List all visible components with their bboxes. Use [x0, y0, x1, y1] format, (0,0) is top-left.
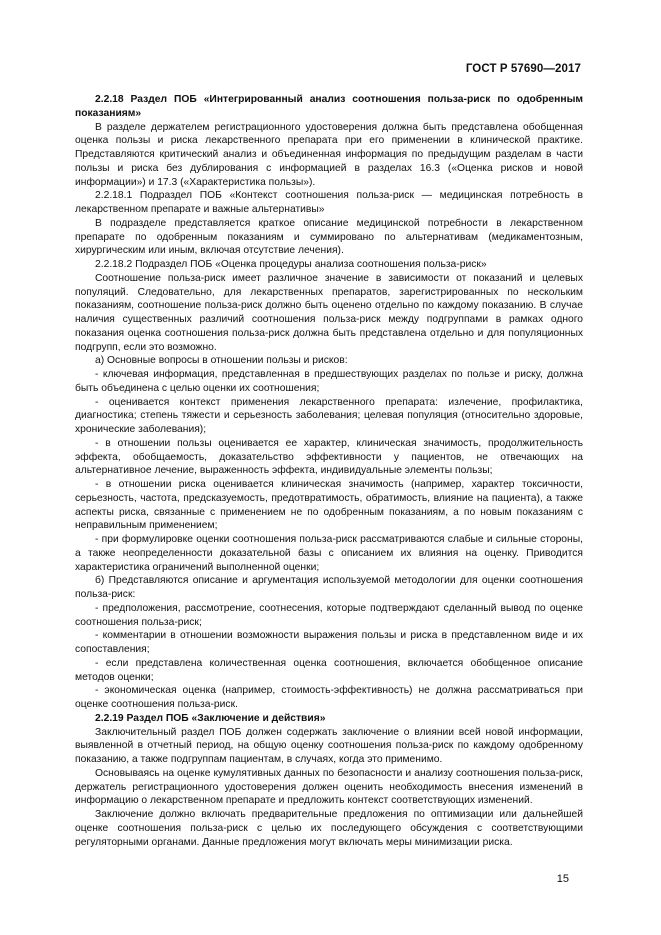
paragraph: В разделе держателем регистрационного удостоверения должна быть представлена обобщенная оценка пользы и риска лекарственного препарата при его применении в клинической практике. Представляются критический анализ и объединенная информация по предыдущим разделам в части пользы и риска без дублирования с информацией в разделах 16.3 («Оценка рисков и новой информации») и 17.3 («Характеристика пользы»). [75, 121, 583, 188]
subsection-title-2-2-18-2: 2.2.18.2 Подраздел ПОБ «Оценка процедуры анализа соотношения польза-риск» [95, 259, 487, 270]
list-item: - при формулировке оценки соотношения польза-риск рассматриваются слабые и сильные стороны, а также неопределенности доказательной базы с описанием их влияния на оценку. Приводится характеристика ограничений выполненной оценки; [75, 534, 583, 573]
list-item: - комментарии в отношении возможности выражения пользы и риска в представленном виде и их сопоставления; [75, 630, 583, 655]
page-number: 15 [556, 873, 569, 885]
list-item: - в отношении пользы оценивается ее характер, клиническая значимость, продолжительность эффекта, обобщаемость, доказательство эффективности у пациентов, не отвечающих на альтернативное лечение, выраженность эффекта, индивидуальные элементы пользы; [75, 437, 583, 477]
section-heading-2-2-18: 2.2.18 Раздел ПОБ «Интегрированный анализ соотношения польза-риск по одобренным показаниям» [75, 94, 583, 119]
section-heading-2-2-19: 2.2.19 Раздел ПОБ «Заключение и действия» [95, 712, 326, 724]
paragraph: Соотношение польза-риск имеет различное значение в зависимости от показаний и целевых популяций. Следовательно, для лекарственных препаратов, зарегистрированных по нескольким показаниям, соотношение польза-риск должно быть оценено отдельно по каждому показанию. В случае наличия существенных различий соотношения польза-риск между подгруппами в рамках одного показания оценка соотношения польза-риск должна быть представлена отдельно и для популяционных подгрупп, если это возможно. [75, 272, 583, 353]
subsection-title-2-2-18-1: 2.2.18.1 Подраздел ПОБ «Контекст соотношения польза-риск — медицинская потребность в лекарственном препарате и важные альтернативы» [75, 190, 583, 215]
list-item: - в отношении риска оценивается клиническая значимость (например, характер токсичности, серьезность, частота, предсказуемость, предотвратимость, обратимость, влияние на пациента), а также аспекты риска, связанные с применением не по одобренным показаниям, а по новым показаниям с неправильным применением; [75, 479, 583, 532]
list-item: - если представлена количественная оценка соотношения, включается обобщенное описание методов оценки; [75, 657, 583, 683]
paragraph: Заключение должно включать предварительные предложения по оптимизации или дальнейшей оценке соотношения польза-риск с целью их последующего обсуждения с соответствующими регуляторными органами. Данные предложения могут включать меры минимизации риска. [75, 809, 583, 848]
document-body [75, 93, 583, 849]
list-item: - оценивается контекст применения лекарственного препарата: излечение, профилактика, диагностика; степень тяжести и серьезность заболевания; целевая популяция (относительно здоровые, хронические заболевания); [75, 396, 583, 435]
paragraph: Заключительный раздел ПОБ должен содержать заключение о влиянии всей новой информации, выявленной в отчетный период, на общую оценку соотношения польза-риск по каждому одобренному показанию, а также подгруппам пациентам, в случаях, когда это применимо. [75, 726, 583, 765]
list-item: - экономическая оценка (например, стоимость-эффективность) не должна рассматриваться при оценке соотношения польза-риск. [75, 685, 583, 710]
paragraph: Основываясь на оценке кумулятивных данных по безопасности и анализу соотношения польза-риск, держатель регистрационного удостоверения должен оценить необходимость внесения изменений в информацию о лекарственном препарате и предложить контекст соответствующих изменений. [75, 767, 583, 807]
list-heading-b: б) Представляются описание и аргументация используемой методологии для оценки соотношения польза-риск: [75, 575, 583, 600]
list-item: - предположения, рассмотрение, соотнесения, которые подтверждают сделанный вывод по оценке соотношения польза-риск; [75, 602, 583, 628]
list-item: - ключевая информация, представленная в предшествующих разделах по пользе и риску, должна быть объединена с целью оценки их соотношения; [75, 369, 583, 394]
standard-code-header: ГОСТ Р 57690—2017 [465, 63, 581, 75]
paragraph: В подразделе представляется краткое описание медицинской потребности в лекарственном препарате по одобренным показаниям и суммировано по альтернативам (медикаментозным, хирургическим или иным, включая отсутствие лечения). [75, 217, 583, 257]
list-heading-a: а) Основные вопросы в отношении пользы и рисков: [95, 355, 348, 367]
